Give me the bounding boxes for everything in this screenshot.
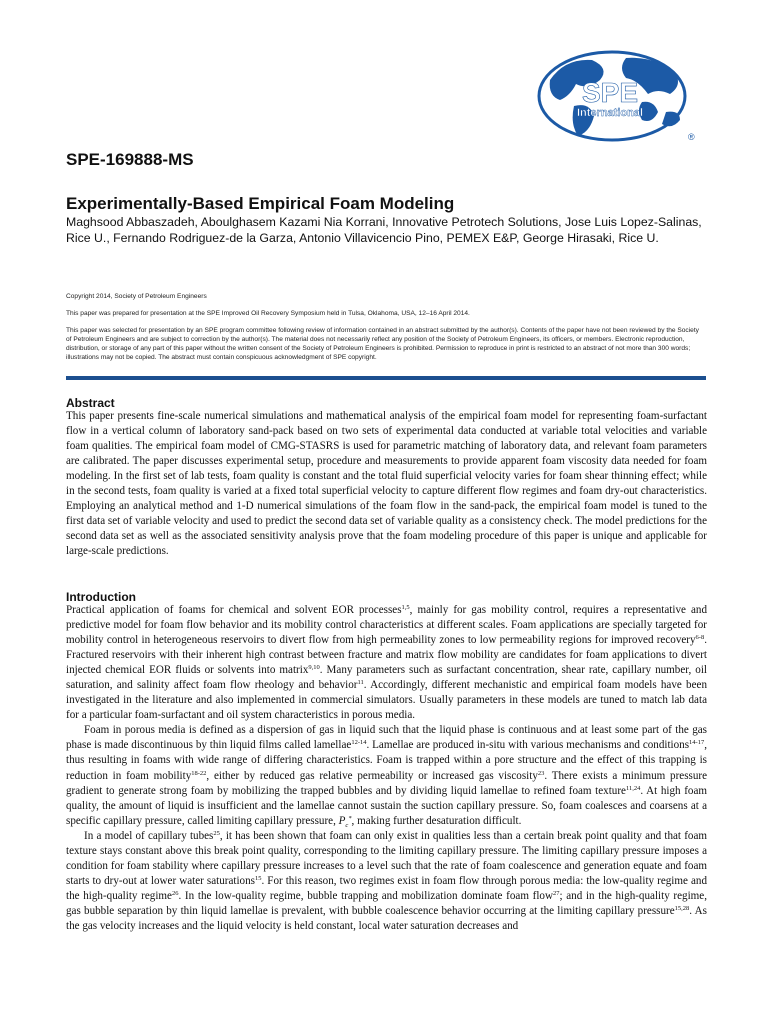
citation: 15 xyxy=(254,874,262,882)
intro-paragraph-2: Foam in porous media is defined as a dispersion of gas in liquid such that the liquid phase is continuous and at least some part of the gas phase is made discontinuous by thin liquid films called lamellae$^{12-14}$. Lamellae are produced in-situ with various mechanisms and conditions$^{14-17}$, thus resulting in foams with wide range of differing characteristics. Foam is trapped within a pore structure and the effect of this trapping is reduction in foam mobility$^{18-22}$, either by reduced gas relative permeability or increased gas viscosity$^{23}$. There exists a minimum pressure gradient to generate strong foam by mobilizing the trapped bubbles and by dividing liquid lamellae to refined foam texture$^{11,24}$. At high foam quality, the amount of liquid is insufficient and the lamellae cannot sustain the suction capillary pressure. So, foam coalesces and coarsens at a specific capillary pressure, called limiting capillary pressure, $P_c^*$, making further desaturation difficult. xyxy=(66,724,708,829)
logo-text-sub: International xyxy=(576,107,644,119)
introduction-heading: Introduction xyxy=(66,590,136,604)
logo-text-main: SPE xyxy=(581,77,639,108)
citation: 11 xyxy=(357,679,364,687)
citation: 6-8 xyxy=(695,634,705,642)
citation: 23 xyxy=(537,769,545,777)
abstract-heading: Abstract xyxy=(66,396,115,410)
registered-mark: ® xyxy=(688,132,695,142)
intro-paragraph-3: In a model of capillary tubes$^{25}$, it has been shown that foam can only exist in qualities less than a certain break point quality and that foam texture stays constant above this break point quality, corresponding to the limiting capillary pressure. The limiting capillary pressure imposes a condition for foam stability where capillary pressure increases to a level such that the rate of foam coalescence and generation equate and foam starts to dry-out at lower water saturations$^{15}$. For this reason, two regimes exist in foam flow through porous media: the low-quality regime and the high-quality regime$^{26}$. In the low-quality regime, bubble trapping and mobilization dominate foam flow$^{27}$; and in the high-quality regime, gas bubble separation by thin liquid lamellae is prevalent, with bubble coalescence behavior occurring at the limiting capillary pressure$^{15,28}$. As the gas velocity increases and the liquid velocity is held constant, local water saturation decreases and xyxy=(66,829,708,932)
abstract-body xyxy=(66,409,707,559)
intro-paragraph-1: Practical application of foams for chemical and solvent EOR processes$^{1,5}$, mainly for gas mobility control, requires a representative and predictive model for foam flow behavior and its mobility control characteristics at different scales. Foam applications are specially targeted for mobility control in heterogeneous reservoirs to divert flow from high permeability zones to low permeability regions for improved recovery$^{6-8}$. Fractured reservoirs with their inherent high contrast between fracture and matrix flow mobility are candidates for foam applications to divert injected chemical EOR fluids or solvents into matrix$^{9,10}$. Many parameters such as surfactant concentration, shear rate, capillary number, oil saturation, and salinity affect foam flow rheology and behavior$^{11}$. Accordingly, different mechanistic and empirical foam models have been investigated in the literature and also implemented in commercial simulators. Usually parameters in these models are tuned to match lab data for a particular foam-surfactant and oil system characteristics in porous media. xyxy=(66,604,707,722)
abstract-text: This paper presents fine-scale numerical simulations and mathematical analysis of the empirical foam model for representing foam-surfactant flow in a vertical column of laboratory sand-pack based on two sets of experimental data conducted at variable total velocities and variable foam qualities. The empirical foam model of CMG-STASRS is used for parametric matching of laboratory data, and relevant foam parameters are calibrated. The paper discusses experimental setup, procedure and measurements to provide apparent foam viscosity data needed for foam modeling. In the first set of lab tests, foam quality is constant and the total fluid superficial velocity varies for foam shear thinning effect; while in the second tests, foam quality is varied at a fixed total superficial velocity to capture different flow regimes and foam dry-out characteristics. Employing an analytical method and 1-D numerical simulations of the foam flow in the sand-pack, the empirical foam model is tuned to the first data set of variable velocity and used to predict the second data set of variable quality as a consistency check. The model predictions for the second data set as well as the associated sensitivity analysis prove that the foam modeling procedure of this paper is unique and applicable for large-scale predictions. xyxy=(66,410,707,558)
author-list: Maghsood Abbaszadeh, Aboulghasem Kazami Nia Korrani, Innovative Petrotech Solutions, Jose Luis Lopez-Salinas, Rice U., Fernando Rodriguez-de la Garza, Antonio Villavicencio Pino, PEMEX E&P, George Hirasaki, Rice U. xyxy=(66,215,702,245)
citation: 1,5 xyxy=(401,604,410,611)
header-divider xyxy=(66,376,706,380)
citation: 26 xyxy=(171,889,179,897)
spe-international-logo xyxy=(530,50,700,145)
citation: 12-14 xyxy=(351,739,367,747)
citation: 15,28 xyxy=(674,904,690,912)
citation: 25 xyxy=(213,829,220,837)
limiting-capillary-pressure-symbol: $P_c^*$ xyxy=(338,814,352,829)
copyright-notice: Copyright 2014, Society of Petroleum Engineers xyxy=(66,293,207,300)
presentation-notice: This paper was prepared for presentation at the SPE Improved Oil Recovery Symposium held in Tulsa, Oklahoma, USA, 12–16 April 2014. xyxy=(66,310,470,317)
citation: 27 xyxy=(552,889,560,897)
citation: 18-22 xyxy=(191,769,207,777)
paper-id: SPE-169888-MS xyxy=(66,150,194,169)
citation: 11,24 xyxy=(625,784,641,792)
citation: 9,10 xyxy=(308,664,320,672)
citation: 14-17 xyxy=(689,739,705,747)
introduction-body xyxy=(66,603,707,934)
selection-notice: This paper was selected for presentation by an SPE program committee following review of information contained in an abstract submitted by the author(s). Contents of the paper have not been reviewed by the Society of Petroleum Engineers and are subject to correction by the author(s). The material does not necessarily reflect any position of the Society of Petroleum Engineers, its officers, or members. Electronic reproduction, distribution, or storage of any part of this paper without the written consent of the Society of Petroleum Engineers is prohibited. Permission to reproduce in print is restricted to an abstract of not more than 300 words; illustrations may not be copied. The abstract must contain conspicuous acknowledgment of SPE copyright. xyxy=(66,327,699,361)
paper-title: Experimentally-Based Empirical Foam Modeling xyxy=(66,194,455,213)
